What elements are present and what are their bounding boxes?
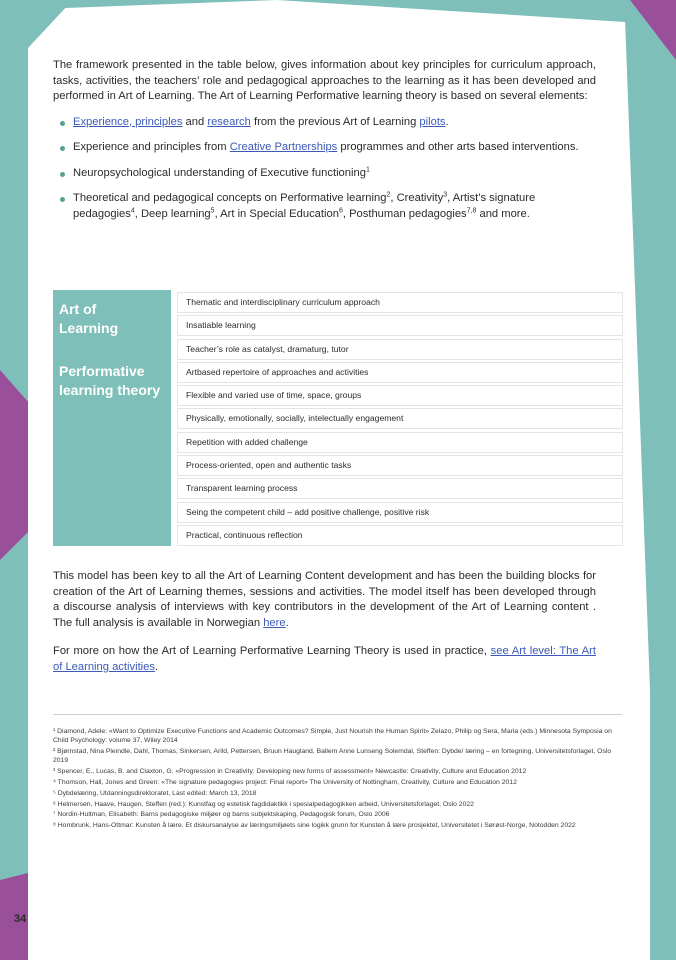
footnote-ref: 3 <box>443 191 448 199</box>
model-row: Artbased repertoire of approaches and activities <box>177 362 623 383</box>
text-span: Neuropsychological understanding of Executive functioning <box>73 166 366 179</box>
list-item <box>53 191 596 222</box>
model-label-performative: Performative learning theory <box>59 363 161 398</box>
text-span: . <box>445 115 449 128</box>
model-row: Process-oriented, open and authentic tasks <box>177 455 623 476</box>
intro-section <box>53 58 596 232</box>
model-label-art-of-learning: Art of Learning <box>59 301 119 336</box>
text-span: Theoretical and pedagogical concepts on Performative learning <box>73 192 387 204</box>
footnote-ref: 2 <box>386 191 391 199</box>
list-item <box>53 115 596 131</box>
bullet-dot-icon <box>60 197 65 202</box>
model-row: Thematic and interdisciplinary curriculum approach <box>177 292 623 313</box>
model-row: Transparent learning process <box>177 478 623 499</box>
model-row: Insatiable learning <box>177 315 623 336</box>
text-span: , Art in Special Education <box>214 207 339 220</box>
model-rows <box>177 292 623 548</box>
footnote: ⁶ Helmersen, Haave, Haugen, Steffen (red.): Kunstfag og estetisk fagdidaktikk i spesialpedagogikken arbeid, Universitetsforlaget, Oslo 2022 <box>53 800 474 808</box>
footnote-ref: 7,8 <box>466 206 477 214</box>
text-span: This model has been key to all the Art of Learning Content development and has been the building blocks for creation of the Art of Learning themes, sessions and activities. The model itself has been developed through a discourse analysis of interviews with key contributors in the development of the Art of Learning content . The full analysis is available in Norwegian <box>53 570 596 629</box>
text-span: , Creativity <box>390 192 444 204</box>
footnote-ref: 4 <box>130 206 135 214</box>
closing-paragraph-1 <box>53 569 596 631</box>
footnote: ³ Spencer, E., Lucas, B. and Claxton, G. «Progression in Creativity: Developing new forms of assessment» Newcastle: Creativity, Culture and Education 2012 <box>53 768 527 776</box>
model-row: Practical, continuous reflection <box>177 525 623 546</box>
text-span: , Artist’s signature pedagogies <box>73 192 536 220</box>
footnote: ¹ Diamond, Adele: «Want to Optimize Executive Functions and Academic Outcomes? Simple, Just Nourish the Human Spirit» Zelazo, Philip og Sera, Maria (eds.) Minnesota Symposia on Child Psychology: volume 37, Wiley 2014 <box>53 728 612 745</box>
text-span: , Posthuman pedagogies <box>342 207 467 220</box>
footnote: ⁷ Nordin-Hultman, Elisabeth: Barns pedagogiske miljøer og barns subjektskaping, Pedagogisk forum, Oslo 2006 <box>53 811 390 819</box>
purple-shape-top <box>630 0 676 60</box>
list-item <box>53 166 596 182</box>
model-row: Flexible and varied use of time, space, groups <box>177 385 623 406</box>
footnote: ⁴ Thomson, Hall, Jones and Green: «The signature pedagogies project: Final report» The University of Nottingham, Creativity, Culture and Education 2012 <box>53 778 517 786</box>
bullet-dot-icon <box>60 146 65 151</box>
learning-model-table <box>53 290 623 546</box>
footnote: ⁸ Hombrunk, Hans-Ottmar: Kunsten å lære. Et diskursanalyse av læringsmiljøets sine logikk grunn for Kunsten å lære prosjektet, Universitetet i Sørøst-Norge, Notodden 2022 <box>53 822 576 830</box>
text-span: Experience and principles from <box>73 141 230 153</box>
element-list <box>53 115 596 223</box>
footnote-ref: 1 <box>365 165 370 173</box>
inline-link[interactable]: Experience, principles <box>73 115 183 128</box>
bullet-dot-icon <box>60 172 65 177</box>
text-span: , Deep learning <box>134 207 211 220</box>
inline-link[interactable]: pilots <box>419 115 446 128</box>
text-span: programmes and other arts based interventions. <box>337 141 579 153</box>
footnote-ref: 5 <box>210 206 215 214</box>
model-row: Repetition with added challenge <box>177 432 623 453</box>
footnote-divider <box>53 714 622 715</box>
footnotes <box>53 727 622 832</box>
model-row: Physically, emotionally, socially, intelectually engagement <box>177 408 623 429</box>
footnote-ref: 6 <box>338 206 343 214</box>
inline-link[interactable]: see Art level: The Art of Learning activities <box>53 645 596 673</box>
inline-link[interactable]: Creative Partnerships <box>229 141 338 153</box>
model-row: Seing the competent child – add positive challenge, positive risk <box>177 502 623 523</box>
closing-paragraph-2 <box>53 644 596 675</box>
intro-paragraph: The framework presented in the table below, gives information about key principles for curriculum approach, tasks, activities, the teachers’ role and pedagogical approaches to the learning as it has been developed and performed in Art of Learning. The Art of Learning Performative learning theory is based on several elements: <box>53 59 596 102</box>
footnote: ² Bjørnstad, Nina Pleindle, Dahl, Thomas, Sinkersen, Arild, Pettersen, Bruun Haugland, Ballem Anne Lunseng Solemdal, Steffen: Dybde/ læring – en fortegning, Universitetsforlaget, Oslo 2019 <box>53 748 612 765</box>
text-span: For more on how the Art of Learning Performative Learning Theory is used in practice, <box>53 645 491 658</box>
text-span: and more. <box>476 207 530 220</box>
list-item <box>53 140 596 156</box>
model-label-column <box>53 290 171 546</box>
text-span: . <box>155 660 159 673</box>
page-number: 34 <box>14 913 27 925</box>
text-span: . <box>285 616 289 629</box>
footnote: ⁵ Dybdelæring, Utdanningsdirektoratet, Last edited: March 13, 2018 <box>53 789 257 797</box>
inline-link[interactable]: research <box>207 115 251 128</box>
text-span: and <box>182 115 208 128</box>
text-span: from the previous Art of Learning <box>250 115 420 128</box>
closing-section <box>53 569 596 689</box>
model-row: Teacher’s role as catalyst, dramaturg, tutor <box>177 339 623 360</box>
inline-link[interactable]: here <box>263 616 286 629</box>
bullet-dot-icon <box>60 121 65 126</box>
